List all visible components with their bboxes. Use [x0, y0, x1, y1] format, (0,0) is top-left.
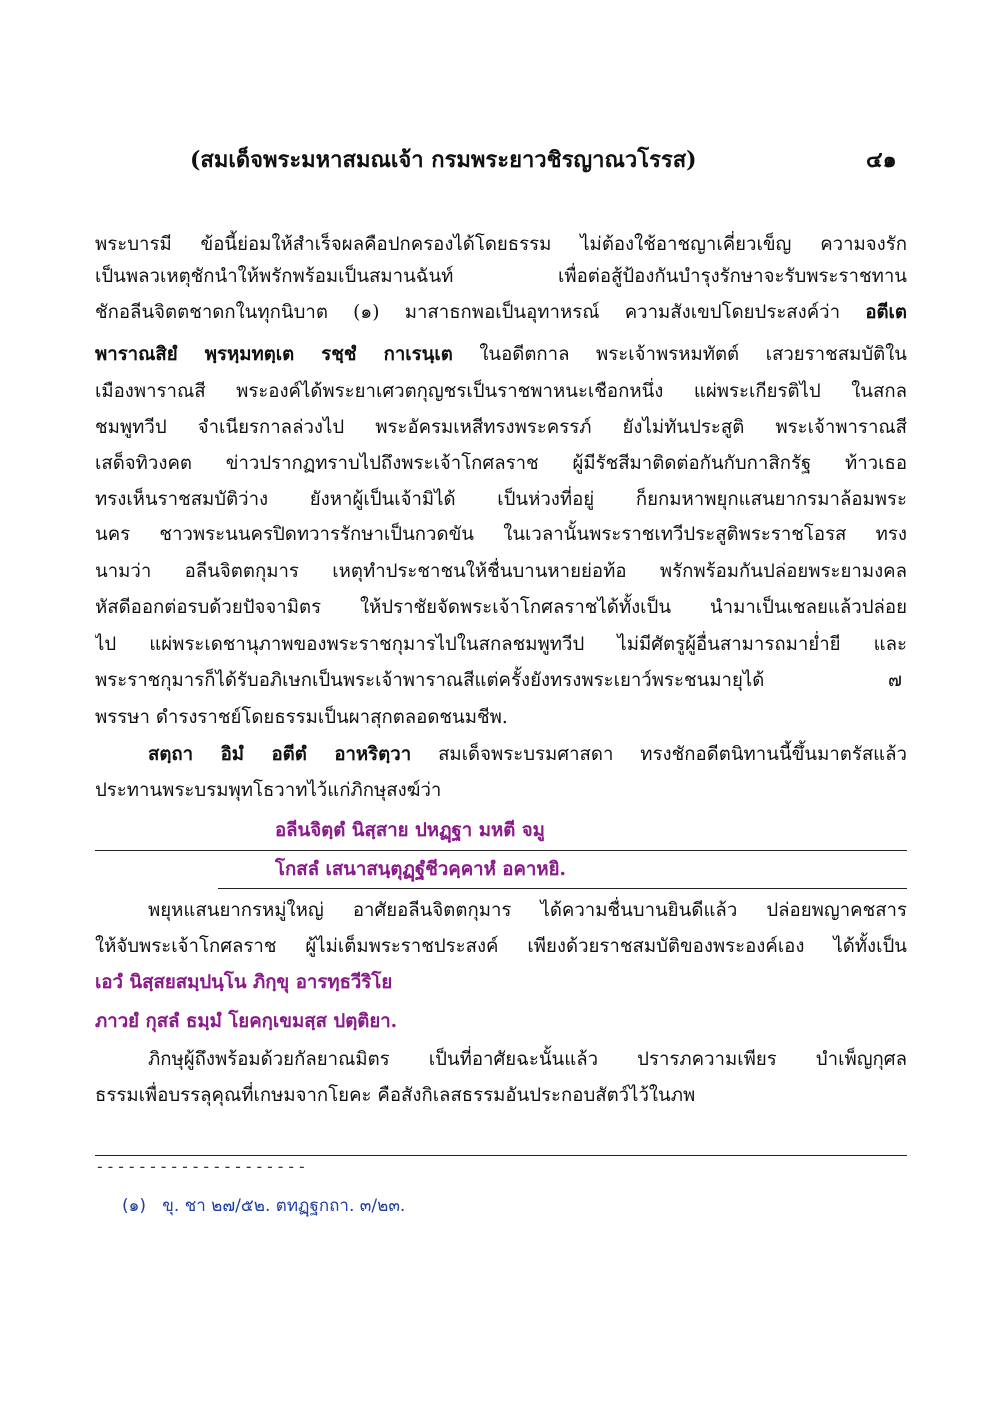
body-line: เป็นพลวเหตุชักนำให้พรักพร้อมเป็นสมานฉันท์ เพื่อต่อสู้ป้องกันบำรุงรักษาจะรับพระราชทาน	[95, 266, 907, 287]
pali-verse: ภาวยํ กุสลํ ธมฺมํ โยคกฺเขมสฺส ปตฺติยา.	[95, 1011, 398, 1032]
body-line: พระราชกุมารก็ได้รับอภิเษกเป็นพระเจ้าพาราณสีแต่ครั้งยังทรงพระเยาว์พระชนมายุได้	[95, 670, 765, 691]
body-line: ชมพูทวีป จำเนียรกาลล่วงไป พระอัครมเหสีทรงพระครรภ์ ยังไม่ทันประสูติ พระเจ้าพาราณสี	[95, 417, 907, 438]
body-line: พระบารมี ข้อนี้ย่อมให้สำเร็จผลคือปกครองได้โดยธรรม ไม่ต้องใช้อาชญาเคี่ยวเข็ญ ความจงรัก	[95, 234, 907, 255]
pali-verse: เอวํ นิสฺสยสมฺปนฺโน ภิกฺขุ อารทฺธวีริโย	[95, 972, 393, 993]
page-header-title: (สมเด็จพระมหาสมณเจ้า กรมพระยาวชิรญาณวโรรส)	[190, 147, 697, 173]
body-line-number: ๗	[888, 670, 902, 691]
body-text: ชักอลีนจิตตชาดกในทุกนิบาต (๑) มาสาธกพอเป็นอุทาหรณ์ ความสังเขปโดยประสงค์ว่า	[95, 302, 866, 323]
horizontal-rule	[95, 850, 907, 851]
body-line: เสด็จทิวงคต ข่าวปรากฏทราบไปถึงพระเจ้าโกศลราช ผู้มีรัชสีมาติดต่อกันกับกาสิกรัฐ ท้าวเธอ	[95, 453, 907, 474]
body-line: หัสดีออกต่อรบด้วยปัจจามิตร ให้ปราชัยจัดพระเจ้าโกศลราชได้ทั้งเป็น นำมาเป็นเชลยแล้วปล่อย	[95, 597, 907, 618]
pali-verse: อลีนจิตฺตํ นิสฺสาย ปหฏฺฐา มหตี จมู	[275, 820, 545, 841]
body-line	[95, 340, 907, 370]
body-line: ประทานพระบรมพุทโธวาทไว้แก่ภิกษุสงฆ์ว่า	[95, 780, 442, 801]
body-line	[95, 298, 907, 328]
body-text: ในอดีตกาล พระเจ้าพรหมทัตต์ เสวยราชสมบัติใน	[452, 344, 907, 365]
body-line: พรรษา ดำรงราชย์โดยธรรมเป็นผาสุกตลอดชนมชีพ.	[95, 707, 508, 728]
footnote-separator: --------------------	[95, 1157, 308, 1176]
body-line: นามว่า อลีนจิตตกุมาร เหตุทำประชาชนให้ชื่นบานหายย่อท้อ พรักพร้อมกันปล่อยพระยามงคล	[95, 561, 907, 582]
body-line: ไป แผ่พระเดชานุภาพของพระราชกุมารไปในสกลชมพูทวีป ไม่มีศัตรูผู้อื่นสามารถมาย่ำยี และ	[95, 634, 907, 655]
body-line: ธรรมเพื่อบรรลุคุณที่เกษมจากโยคะ คือสังกิเลสธรรมอันประกอบสัตว์ไว้ในภพ	[95, 1085, 696, 1106]
body-line: ให้จับพระเจ้าโกศลราช ผู้ไม่เต็มพระราชประสงค์ เพียงด้วยราชสมบัติของพระองค์เอง ได้ทั้งเป็น	[95, 936, 907, 957]
body-line	[148, 740, 907, 770]
body-line: ภิกษุผู้ถึงพร้อมด้วยกัลยาณมิตร เป็นที่อาศัยฉะนั้นแล้ว ปรารภความเพียร บำเพ็ญกุศล	[148, 1049, 907, 1070]
horizontal-rule	[218, 888, 907, 889]
page-number: ๔๑	[866, 147, 897, 173]
body-line: ทรงเห็นราชสมบัติว่าง ยังหาผู้เป็นเจ้ามิได้ เป็นห่วงที่อยู่ ก็ยกมหาพยุกแสนยากรมาล้อมพระ	[95, 489, 907, 510]
pali-term: อตีเต	[865, 302, 907, 323]
pali-term: สตฺถา อิมํ อตีตํ อาหริตฺวา	[148, 744, 412, 765]
body-line: เมืองพาราณสี พระองค์ได้พระยาเศวตกุญชรเป็นราชพาหนะเชือกหนึ่ง แผ่พระเกียรติไป ในสกล	[95, 381, 907, 402]
footnote-rule	[95, 1155, 907, 1156]
pali-verse: โกสลํ เสนาสนฺตุฏฺฐํชีวคฺคาหํ อคาหยิ.	[275, 859, 566, 880]
body-text: สมเด็จพระบรมศาสดา ทรงชักอดีตนิทานนี้ขึ้นมาตรัสแล้ว	[411, 744, 907, 765]
pali-term: พาราณสิยํ พฺรหฺมทตฺเต รชฺชํ กาเรนฺเต	[95, 344, 453, 365]
footnote-text: (๑) ขุ. ชา ๒๗/๕๒. ตทฏฺฐกถา. ๓/๒๓.	[122, 1196, 406, 1216]
body-line: พยุหแสนยากรหมู่ใหญ่ อาศัยอลีนจิตตกุมาร ได้ความชื่นบานยินดีแล้ว ปล่อยพญาคชสาร	[148, 900, 907, 921]
body-line: นคร ชาวพระนนครปิดทวารรักษาเป็นกวดขัน ในเวลานั้นพระราชเทวีประสูติพระราชโอรส ทรง	[95, 524, 907, 545]
